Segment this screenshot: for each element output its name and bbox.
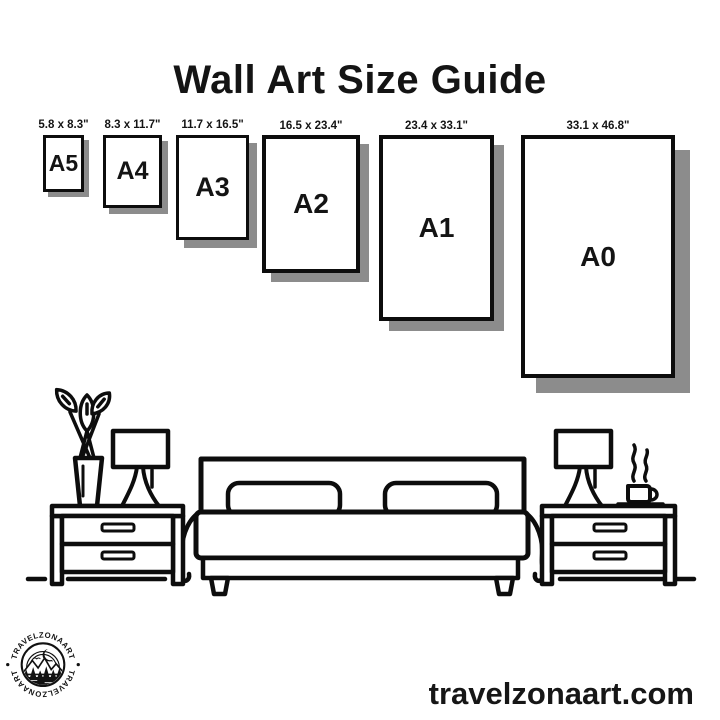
frame-letter-a2: A2 [293,188,329,219]
table-lamp-right-icon [556,431,611,506]
frame-letter-a3: A3 [195,172,230,202]
nightstand-left [52,506,183,584]
brand-name-top: TRAVELZONAART [9,630,77,661]
bedroom-illustration [0,370,720,605]
bed [180,459,543,594]
lamp-shade [556,431,611,467]
size-label-a4: 8.3 x 11.7" [104,119,161,131]
bed-base [203,558,518,578]
size-label-a0: 33.1 x 46.8" [566,120,630,132]
mattress [196,512,528,558]
bed-leg-right [496,578,513,594]
size-label-a2: 16.5 x 23.4" [279,120,343,132]
bed-leg-left [211,578,228,594]
frame-a5 [38,119,89,192]
frame-letter-a1: A1 [418,212,455,243]
frame-a4 [103,119,162,208]
frame-a2 [262,120,360,273]
website-url: travelzonaart.com [428,676,694,711]
size-label-a3: 11.7 x 16.5" [181,119,244,131]
size-label-a5: 5.8 x 8.3" [38,119,89,131]
plant-icon [52,386,114,506]
lamp-shade [113,431,168,467]
coffee-cup-icon [618,445,663,504]
frame-a3 [176,119,249,240]
vase [75,458,102,506]
table-lamp-left-icon [113,431,168,506]
size-label-a1: 23.4 x 33.1" [404,120,469,132]
frame-letter-a4: A4 [116,157,149,185]
frame-a1 [379,120,494,321]
frame-a0 [521,120,675,378]
page-title: Wall Art Size Guide [173,57,547,102]
frame-letter-a5: A5 [48,150,79,176]
brand-logo [2,622,84,704]
brand-name-bottom: TRAVELZONAART [9,668,77,699]
frame-letter-a0: A0 [580,240,616,272]
logo-dot [6,663,9,666]
logo-dot [77,663,80,666]
nightstand-right [542,506,675,584]
